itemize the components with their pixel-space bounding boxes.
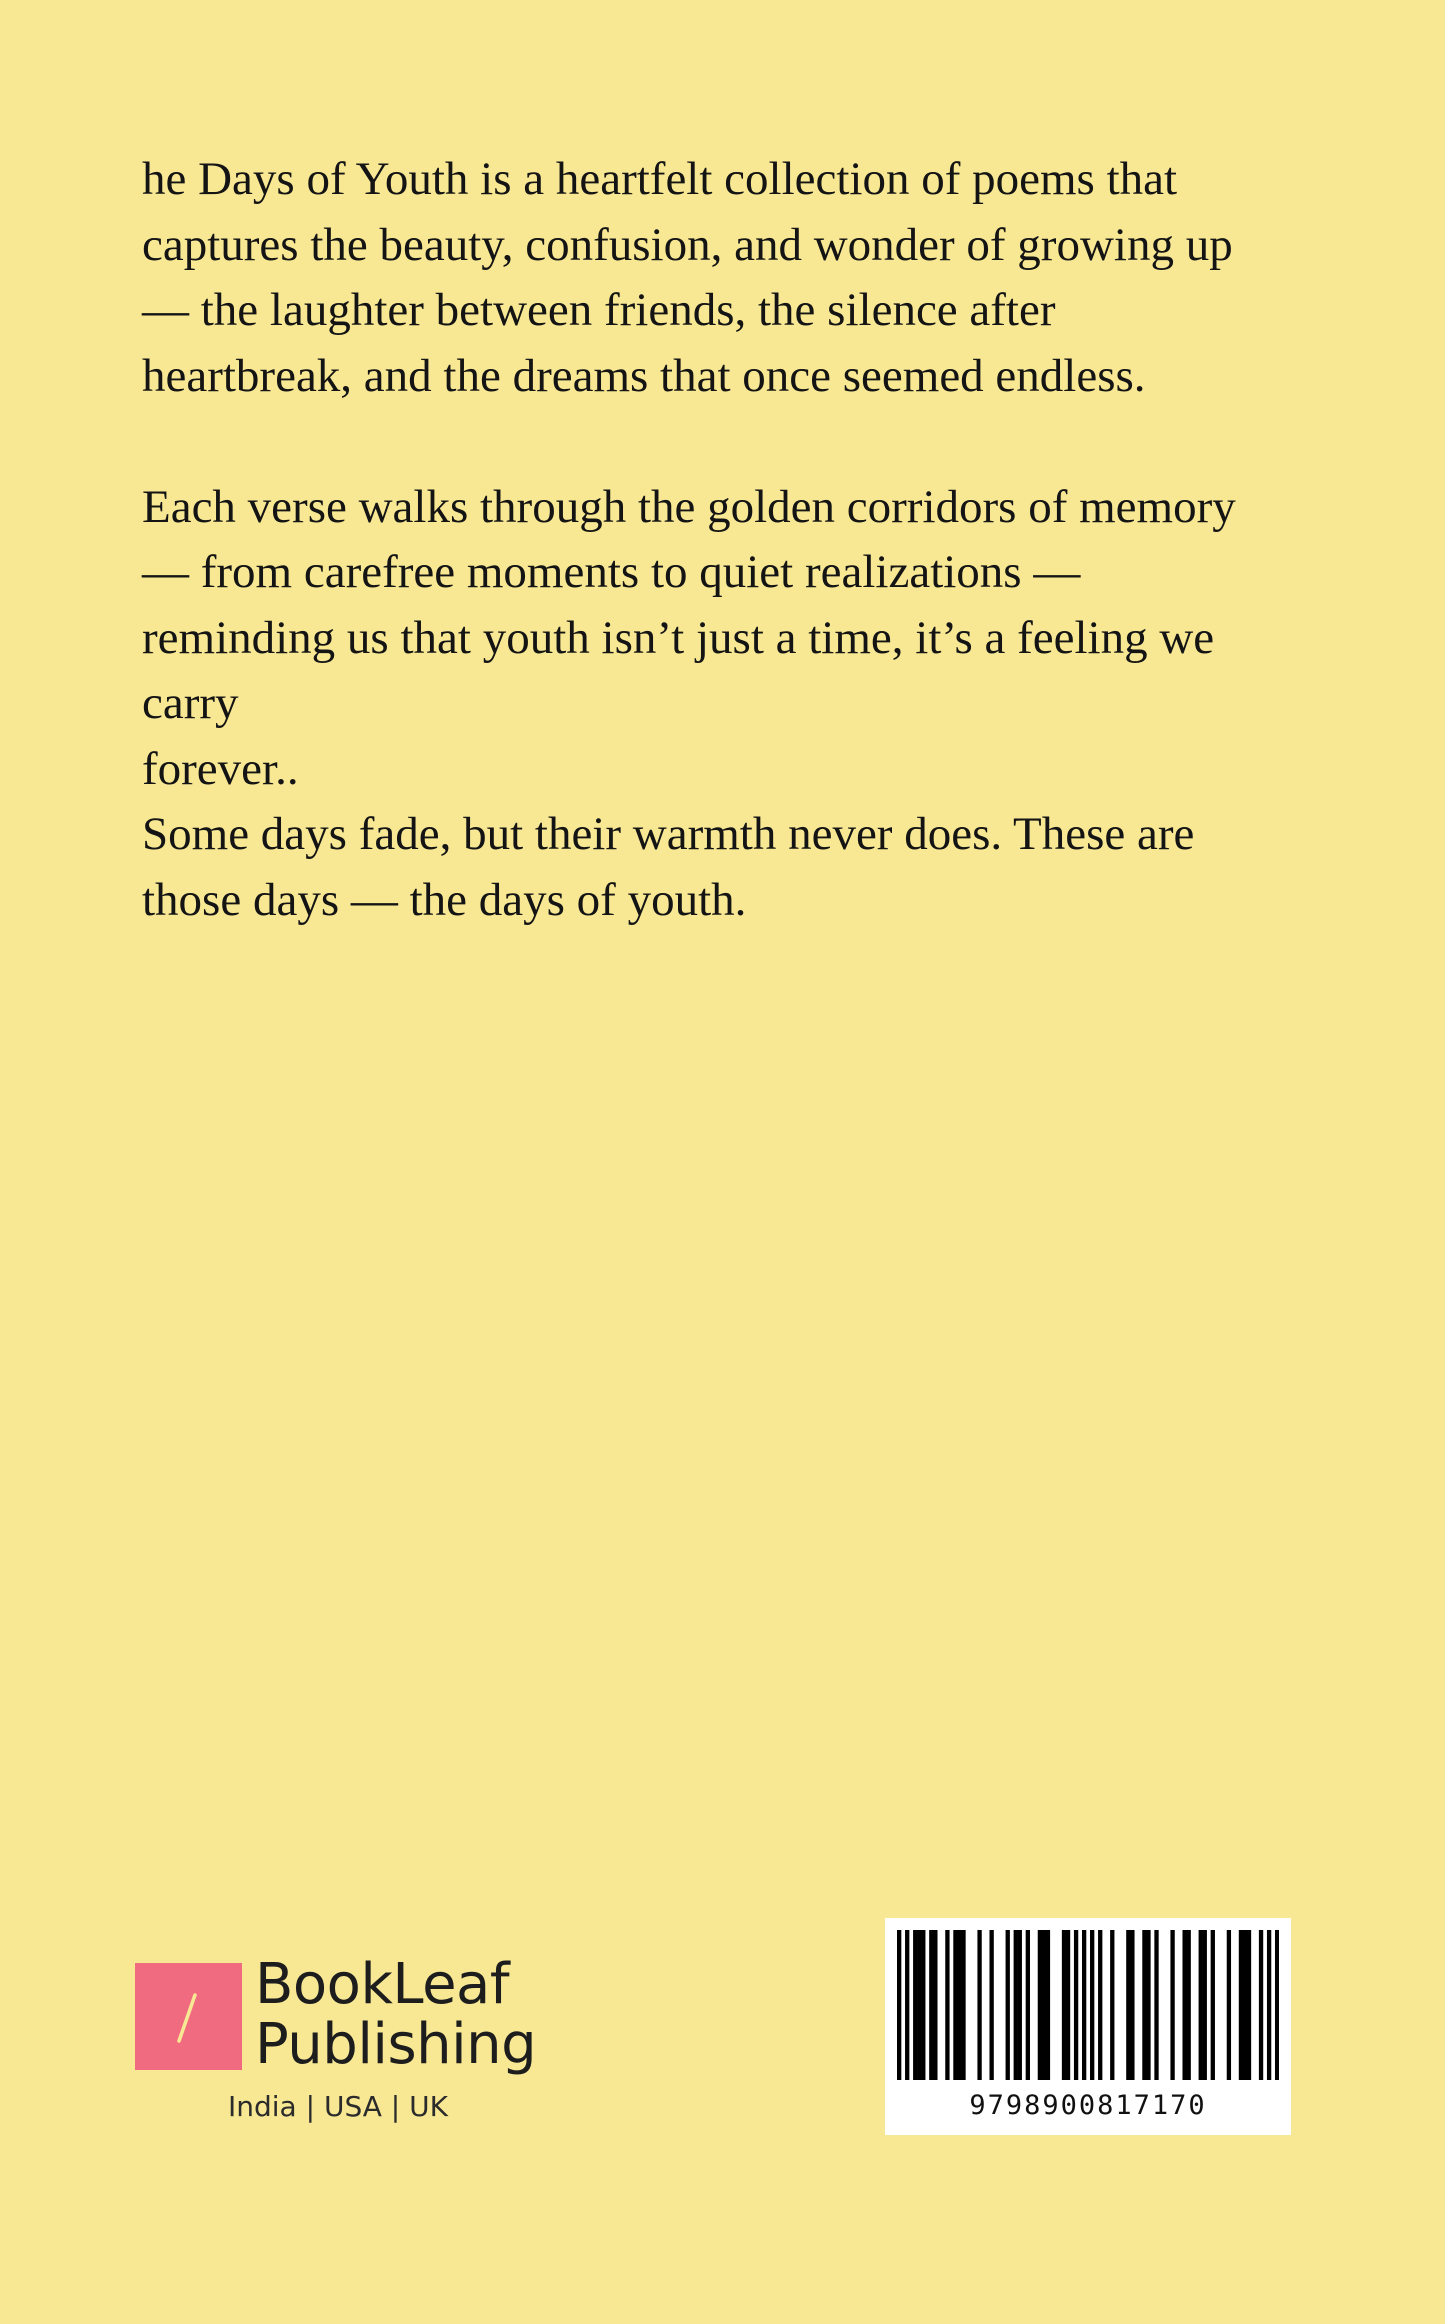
blurb-line: forever.. bbox=[142, 742, 299, 795]
barcode-bar bbox=[933, 1930, 937, 2080]
slash-leaf-icon bbox=[135, 1963, 242, 2070]
barcode-bar bbox=[1170, 1930, 1174, 2080]
barcode-bar bbox=[1066, 1930, 1070, 2080]
barcode-bar bbox=[1018, 1930, 1022, 2080]
barcode-bar bbox=[1126, 1930, 1130, 2080]
barcode-bar bbox=[953, 1930, 957, 2080]
barcode-bar bbox=[917, 1930, 921, 2080]
barcode-bar bbox=[1211, 1930, 1215, 2080]
barcode-bar bbox=[1154, 1930, 1158, 2080]
barcode-bar bbox=[1090, 1930, 1094, 2080]
blurb-line: captures the beauty, confusion, and wonder of growing up bbox=[142, 218, 1233, 271]
barcode-bar bbox=[1074, 1930, 1078, 2080]
blurb-line: heartbreak, and the dreams that once seemed endless. bbox=[142, 349, 1146, 402]
barcode-bar bbox=[1038, 1930, 1042, 2080]
barcode-bars bbox=[897, 1930, 1279, 2088]
isbn-number: 9798900817170 bbox=[969, 2090, 1207, 2121]
barcode-bar bbox=[1247, 1930, 1251, 2080]
barcode-bar bbox=[1275, 1930, 1279, 2080]
barcode-bar bbox=[913, 1930, 917, 2080]
barcode-bar bbox=[1082, 1930, 1086, 2080]
paragraph-gap bbox=[142, 409, 1322, 475]
barcode-bar bbox=[977, 1930, 981, 2080]
barcode-bar bbox=[1227, 1930, 1231, 2080]
blurb-line: carry bbox=[142, 677, 239, 729]
blurb-line: he Days of Youth is a heartfelt collection of poems that bbox=[142, 153, 1178, 205]
barcode-bar bbox=[1267, 1930, 1271, 2080]
back-cover-blurb bbox=[142, 147, 1322, 933]
barcode-bar bbox=[1199, 1930, 1203, 2080]
barcode-bar bbox=[1110, 1930, 1114, 2080]
blurb-line: those days — the days of youth. bbox=[142, 873, 747, 926]
barcode-bar bbox=[1006, 1930, 1010, 2080]
isbn-barcode bbox=[885, 1918, 1291, 2135]
publisher-regions: India | USA | UK bbox=[228, 2090, 448, 2123]
barcode-bar bbox=[1259, 1930, 1263, 2080]
publisher-name-line1: BookLeaf bbox=[255, 1952, 510, 2017]
barcode-bar bbox=[1239, 1930, 1243, 2080]
barcode-bar bbox=[1026, 1930, 1030, 2080]
publisher-name bbox=[255, 1952, 537, 2077]
barcode-bar bbox=[1182, 1930, 1186, 2080]
publisher-logo bbox=[135, 1952, 537, 2143]
barcode-bar bbox=[1130, 1930, 1134, 2080]
barcode-bar bbox=[989, 1930, 993, 2080]
publisher-name-line2: Publishing bbox=[255, 2012, 537, 2077]
blurb-line: Some days fade, but their warmth never does. These are bbox=[142, 808, 1195, 860]
barcode-bar bbox=[921, 1930, 925, 2080]
barcode-bar bbox=[1098, 1930, 1102, 2080]
barcode-bar bbox=[945, 1930, 949, 2080]
barcode-bar bbox=[929, 1930, 933, 2080]
barcode-bar bbox=[897, 1930, 901, 2080]
blurb-line: reminding us that youth isn’t just a time, it’s a feeling we bbox=[142, 611, 1215, 664]
blurb-line: — the laughter between friends, the silence after bbox=[142, 284, 1056, 336]
barcode-bar bbox=[961, 1930, 965, 2080]
barcode-bar bbox=[1203, 1930, 1207, 2080]
barcode-bar bbox=[1187, 1930, 1191, 2080]
barcode-bar bbox=[1243, 1930, 1247, 2080]
barcode-bar bbox=[1142, 1930, 1146, 2080]
barcode-bar bbox=[1062, 1930, 1066, 2080]
blurb-line: Each verse walks through the golden corridors of memory bbox=[142, 480, 1236, 533]
barcode-bar bbox=[905, 1930, 909, 2080]
barcode-bar bbox=[1042, 1930, 1046, 2080]
blurb-line: — from carefree moments to quiet realizations — bbox=[142, 546, 1081, 598]
barcode-bar bbox=[957, 1930, 961, 2080]
barcode-bar bbox=[1146, 1930, 1150, 2080]
barcode-bar bbox=[1014, 1930, 1018, 2080]
barcode-bar bbox=[1046, 1930, 1050, 2080]
